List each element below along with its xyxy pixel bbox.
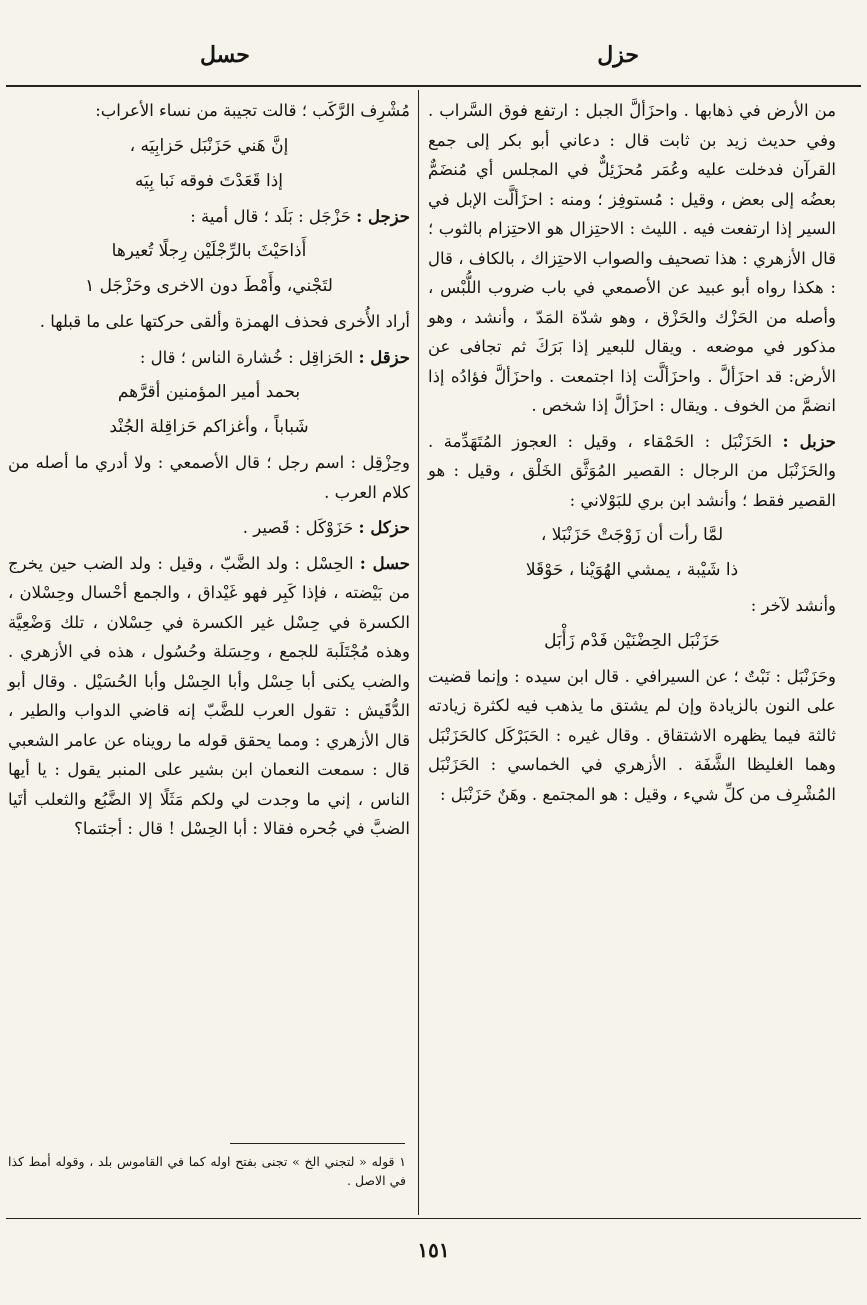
right-column [428,96,836,809]
footnote: ١ قوله « لتجني الخ » تجنى بفتح اوله كما في القاموس بلد ، وقوله أمط كذا في الاصل . [8,1154,406,1188]
entry [8,343,410,373]
verse-line: ذا شَيْبة ، يمشي الهُوَيْنا ، حَوْقَلا [525,560,739,580]
entry-text: حَزَوْكَل : قَصير . [242,518,354,537]
paragraph: أراد الأُخرى فحذف الهمزة وألقى حركتها على ما قبلها . [39,312,410,331]
footer-rule [6,1218,861,1219]
verse-line: أَذاحَيْثَ بالرِّجْلَيْن رِجلًا تُعيرها [111,241,307,261]
entry-text: الحَزَنْبَل : الحَمْقاء ، وقيل : العجوز المُتَهَدِّمة . والحَزَنْبَل من الرجال : القصير المُوَثَّق الخَلْق ، وقيل : هو القصير فقط ؛ وأنشد ابن بري للبَوْلاني : [428,431,836,510]
entry [8,513,410,543]
column-divider [418,90,419,1215]
verse-line: شَباباً ، وأغزاكم حَزاقِلة الجُنْد [109,417,309,437]
verse-line: لمَّا رأت أن زَوْجَتْ حَزَنْبَلا ، [540,525,724,545]
paragraph: مُشْرِف الرَّكَب ؛ قالت تجيبة من نساء الأعراب: [95,101,410,120]
paragraph: وحَزَنْبَل : نَبْتٌ ؛ عن السيرافي . قال ابن سيده : وإنما قضيت على النون بالزيادة وإن لم يشتق ما يذهب فيه لكثرة زيادته ثالثة فيما يظهره الاشتقاق . وقال غيره : الحَبَرْكَل كالحَزَنْبَل وهما الغليظا الشَّفَة . الأزهري في الخماسي : الحَزَنْبَل المُشْرِف من كلِّ شيء ، وقيل : هو المجتمع . وهَنٌ حَزَنْبَل : [428,666,836,804]
left-column [8,96,410,844]
paragraph: من الأرض في ذهابها . واحزَألَّ الجبل : ارتفع فوق السَّراب . وفي حديث زيد بن ثابت قال : دعاني أبو بكر إلى جمع القرآن فدخلت عليه وعُمَر مُحزَئِلٌّ في المجلس أي مُنضَمٌّ بعضُه إلى بعض ، وقيل : مُستوفِز ؛ ومنه : احزَألَّت الإبل في السير إذا ارتفعت فيه . الليث : الاحتِزال هو الاحتِزام بالثوب ؛ قال الأزهري : هذا تصحيف والصواب الاحتِزاك ، بالكاف ، قال : هكذا رواه أبو عبيد عن الأصمعي في باب ضروب اللُّبْس ، وأصله من الحَزْك والحَزْق ، وهو شدّة المَدّ ، وأنشد ، وهو مذكور في موضعه . ويقال للبعير إذا بَرَكَ ثم تجافى عن الأرض: قد احزَألَّ . واحزَألَّت إذا اجتمعت . واحزَألَّ فؤادُه إذا انضمَّ من الخوف . ويقال : احزَألَّ إذا شخص . [428,101,836,415]
header-rule [6,85,861,87]
entry [8,202,410,232]
headword: حزكل : [358,518,410,537]
page-number: ١٥١ [417,1238,450,1262]
entry-text: الحَزاقِل : خُشارة الناس ؛ قال : [139,347,354,367]
verse-line: لتَجْني، وأَمْطَ دون الاخرى وحَزْجَل ١ [85,276,333,296]
footnote-rule [230,1143,405,1144]
paragraph: وأنشد لآخر : [750,596,836,615]
headword: حزجل : [356,206,410,226]
headword: حزقل : [358,347,410,367]
headword: حزبل : [782,431,836,451]
verse-line: إنَّ هَني حَزَنْبَل حَزابِيَه ، [129,135,289,156]
entry [428,427,836,516]
verse-line: بحمد أمير المؤمنين أقرَّهم [117,382,301,402]
entry-text: حَزْجَل : بَلَد ؛ قال أمية : [190,206,351,226]
entry [8,549,410,844]
paragraph: وحِزْقِل : اسم رجل ؛ قال الأصمعي : ولا أدري ما أصله من كلام العرب . [8,453,410,502]
running-head-left: حسل [200,42,250,68]
running-head-right: حزل [597,42,639,68]
verse-line: حَزَنْبَل الحِضْنَيْن فَدْم زَأْبَل [544,630,720,651]
headword: حسل : [359,553,410,573]
verse-line: إذا قَعَدْتَ فوقه نَبا بِيَه [134,170,284,191]
entry-text: الحِسْل : ولد الضَّبّ ، وقيل : ولد الضب حين يخرج من بَيْضته ، فإذا كَبِر فهو غَيْداق ، والجمع أحْسال وحِسْلان ، الكسرة في حِسْل غير الكسرة في حِسْلان ، تلك وَضْعِيَّة وهذه مُجْتَلَبة للجمع ، وحِسَلة وحُسُول ، هذه في الأزهري . والضب يكنى أبا حِسْل وأبا الحِسْل وأبا الحُسَيْل . وقال أبو الدُّقَيش : تقول العرب للضَّبّ إنه قاضي الدواب والطير ، قال الأزهري : ومما يحقق قوله ما رويناه عن عامر الشعبي قال : سمعت النعمان ابن بشير على المنبر يقول : يا أيها الناس ، إني ما وجدت لي ولكم مَثَلًا إلا الضَّبُع والثعلب أتَيا الضبَّ في جُحره فقالا : أبا الحِسْل ! قال : أجئتما؟ [8,553,410,838]
